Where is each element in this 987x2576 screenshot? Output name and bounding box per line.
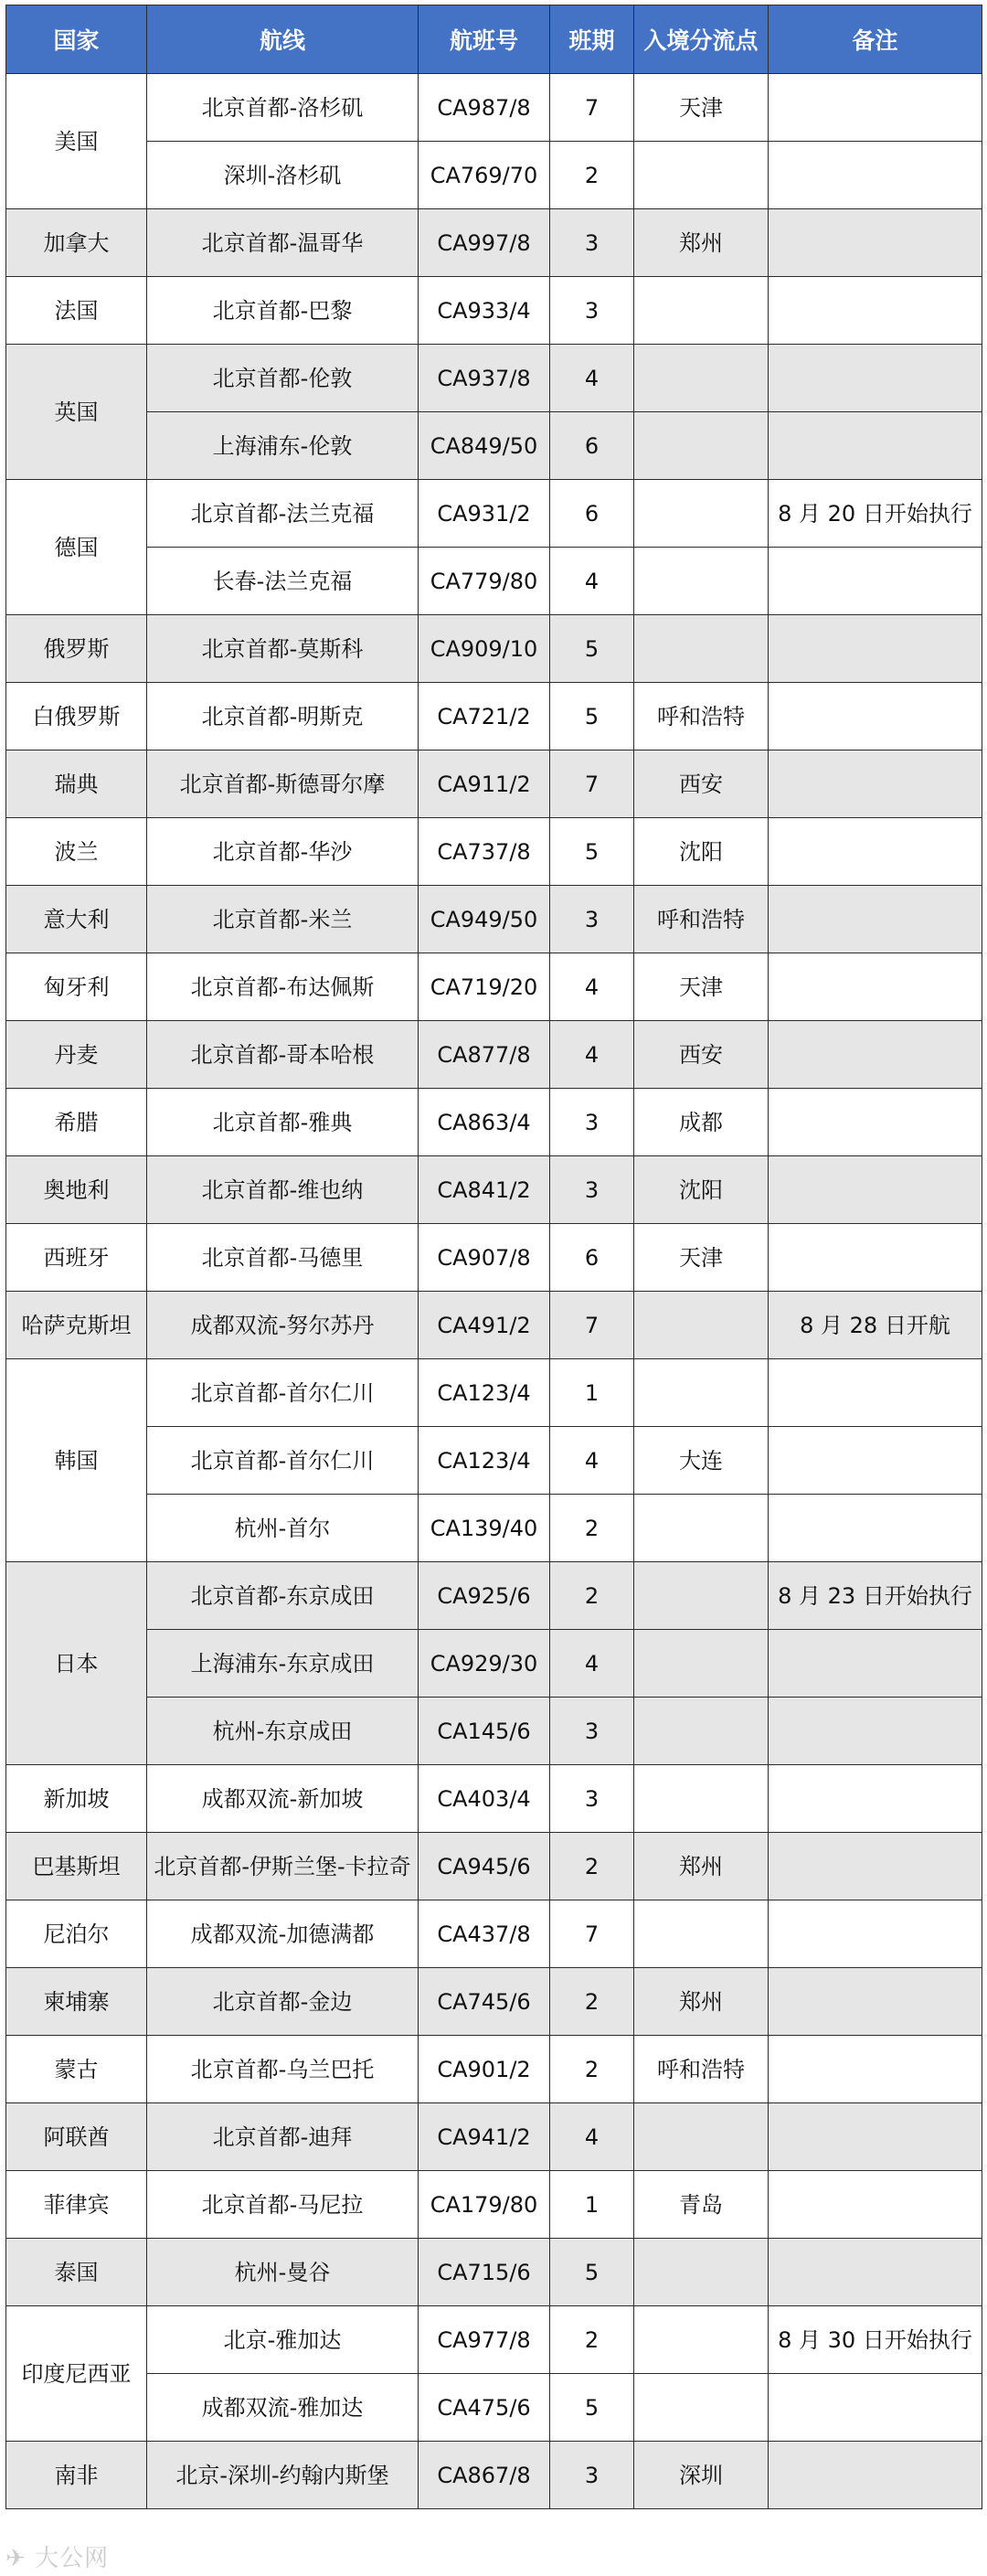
frequency-cell: 4: [550, 1021, 634, 1089]
table-row: [6, 480, 982, 548]
entry-point-cell: 青岛: [634, 2171, 769, 2239]
table-row: [6, 1089, 982, 1156]
flight-number-cell: CA909/10: [419, 615, 550, 683]
country-cell: 日本: [6, 1562, 147, 1765]
route-cell: 北京首都-维也纳: [147, 1156, 419, 1224]
route-cell: 北京-深圳-约翰内斯堡: [147, 2442, 419, 2509]
flight-number-cell: CA933/4: [419, 277, 550, 345]
route-cell: 北京首都-首尔仁川: [147, 1359, 419, 1427]
entry-point-cell: 呼和浩特: [634, 683, 769, 750]
route-cell: 上海浦东-东京成田: [147, 1630, 419, 1698]
country-cell: 蒙古: [6, 2036, 147, 2103]
flight-number-cell: CA491/2: [419, 1292, 550, 1359]
entry-point-cell: 深圳: [634, 2442, 769, 2509]
note-cell: [769, 1495, 982, 1562]
note-cell: [769, 1224, 982, 1292]
table-row: [6, 345, 982, 412]
route-cell: 北京首都-米兰: [147, 886, 419, 953]
route-cell: 北京首都-东京成田: [147, 1562, 419, 1630]
flight-number-cell: CA737/8: [419, 818, 550, 886]
entry-point-cell: 西安: [634, 750, 769, 818]
route-cell: 杭州-曼谷: [147, 2239, 419, 2306]
route-cell: 北京首都-首尔仁川: [147, 1427, 419, 1495]
route-cell: 北京首都-温哥华: [147, 209, 419, 277]
entry-point-cell: [634, 412, 769, 480]
country-cell: 希腊: [6, 1089, 147, 1156]
note-cell: [769, 1156, 982, 1224]
route-cell: 北京首都-哥本哈根: [147, 1021, 419, 1089]
table-row: [6, 1562, 982, 1630]
route-cell: 成都双流-雅加达: [147, 2374, 419, 2442]
route-cell: 北京首都-乌兰巴托: [147, 2036, 419, 2103]
table-row: [6, 953, 982, 1021]
note-cell: [769, 2442, 982, 2509]
route-cell: 成都双流-加德满都: [147, 1900, 419, 1968]
flight-schedule-sheet: [5, 5, 982, 2509]
frequency-cell: 2: [550, 1562, 634, 1630]
flight-number-cell: CA863/4: [419, 1089, 550, 1156]
entry-point-cell: 呼和浩特: [634, 2036, 769, 2103]
note-cell: 8 月 23 日开始执行: [769, 1562, 982, 1630]
entry-point-cell: [634, 142, 769, 209]
table-row: [6, 74, 982, 142]
frequency-cell: 4: [550, 548, 634, 615]
entry-point-cell: [634, 2306, 769, 2374]
entry-point-cell: [634, 548, 769, 615]
flight-number-cell: CA877/8: [419, 1021, 550, 1089]
table-row: [6, 1156, 982, 1224]
note-cell: [769, 209, 982, 277]
route-cell: 北京首都-斯德哥尔摩: [147, 750, 419, 818]
country-cell: 西班牙: [6, 1224, 147, 1292]
note-cell: [769, 548, 982, 615]
header-row: [6, 5, 982, 74]
note-cell: [769, 2036, 982, 2103]
frequency-cell: 3: [550, 1698, 634, 1765]
entry-point-cell: 沈阳: [634, 1156, 769, 1224]
note-cell: [769, 615, 982, 683]
route-cell: 北京首都-伊斯兰堡-卡拉奇: [147, 1833, 419, 1900]
entry-point-cell: 郑州: [634, 1833, 769, 1900]
entry-point-cell: [634, 1765, 769, 1833]
table-row: [6, 2036, 982, 2103]
entry-point-cell: [634, 1359, 769, 1427]
frequency-cell: 4: [550, 345, 634, 412]
frequency-cell: 2: [550, 1968, 634, 2036]
route-cell: 成都双流-新加坡: [147, 1765, 419, 1833]
note-cell: [769, 1427, 982, 1495]
frequency-cell: 5: [550, 615, 634, 683]
country-cell: 意大利: [6, 886, 147, 953]
table-row: [6, 1765, 982, 1833]
table-row: [6, 1359, 982, 1427]
note-cell: [769, 1968, 982, 2036]
note-cell: [769, 953, 982, 1021]
frequency-cell: 2: [550, 2306, 634, 2374]
note-cell: [769, 2171, 982, 2239]
entry-point-cell: 天津: [634, 1224, 769, 1292]
frequency-cell: 1: [550, 2171, 634, 2239]
frequency-cell: 4: [550, 953, 634, 1021]
frequency-cell: 5: [550, 818, 634, 886]
watermark-text: 大公网: [35, 2545, 110, 2572]
table-row: [6, 818, 982, 886]
frequency-cell: 7: [550, 750, 634, 818]
country-cell: 南非: [6, 2442, 147, 2509]
entry-point-cell: [634, 2103, 769, 2171]
flight-number-cell: CA931/2: [419, 480, 550, 548]
route-cell: 北京首都-巴黎: [147, 277, 419, 345]
route-cell: 成都双流-努尔苏丹: [147, 1292, 419, 1359]
flight-number-cell: CA941/2: [419, 2103, 550, 2171]
frequency-cell: 3: [550, 2442, 634, 2509]
flight-number-cell: CA867/8: [419, 2442, 550, 2509]
flight-number-cell: CA901/2: [419, 2036, 550, 2103]
entry-point-cell: [634, 277, 769, 345]
country-cell: 阿联酋: [6, 2103, 147, 2171]
flight-number-cell: CA925/6: [419, 1562, 550, 1630]
route-cell: 北京首都-明斯克: [147, 683, 419, 750]
country-cell: 巴基斯坦: [6, 1833, 147, 1900]
note-cell: [769, 345, 982, 412]
country-cell: 英国: [6, 345, 147, 480]
note-cell: [769, 277, 982, 345]
table-row: [6, 2442, 982, 2509]
table-row: [6, 683, 982, 750]
table-row: [6, 615, 982, 683]
entry-point-cell: 天津: [634, 74, 769, 142]
frequency-cell: 7: [550, 1292, 634, 1359]
flight-number-cell: CA719/20: [419, 953, 550, 1021]
flight-number-cell: CA721/2: [419, 683, 550, 750]
route-cell: 北京首都-莫斯科: [147, 615, 419, 683]
flight-number-cell: CA911/2: [419, 750, 550, 818]
country-cell: 俄罗斯: [6, 615, 147, 683]
table-row: [6, 1292, 982, 1359]
flight-number-cell: CA745/6: [419, 1968, 550, 2036]
table-row: [6, 1900, 982, 1968]
frequency-cell: 2: [550, 1833, 634, 1900]
note-cell: [769, 1021, 982, 1089]
route-cell: 北京首都-法兰克福: [147, 480, 419, 548]
entry-point-cell: [634, 1562, 769, 1630]
route-cell: 北京首都-马德里: [147, 1224, 419, 1292]
frequency-cell: 5: [550, 2239, 634, 2306]
note-cell: [769, 412, 982, 480]
note-cell: [769, 2239, 982, 2306]
country-cell: 柬埔寨: [6, 1968, 147, 2036]
frequency-cell: 7: [550, 1900, 634, 1968]
country-cell: 尼泊尔: [6, 1900, 147, 1968]
frequency-cell: 4: [550, 1427, 634, 1495]
note-cell: [769, 142, 982, 209]
flight-number-cell: CA907/8: [419, 1224, 550, 1292]
table-row: [6, 2103, 982, 2171]
note-cell: [769, 2374, 982, 2442]
table-row: [6, 2171, 982, 2239]
frequency-cell: 4: [550, 1630, 634, 1698]
route-cell: 上海浦东-伦敦: [147, 412, 419, 480]
country-cell: 哈萨克斯坦: [6, 1292, 147, 1359]
flight-number-cell: CA849/50: [419, 412, 550, 480]
country-cell: 菲律宾: [6, 2171, 147, 2239]
entry-point-cell: [634, 1630, 769, 1698]
route-cell: 深圳-洛杉矶: [147, 142, 419, 209]
table-row: [6, 1833, 982, 1900]
frequency-cell: 6: [550, 412, 634, 480]
header-entry-point: 入境分流点: [634, 5, 769, 74]
frequency-cell: 3: [550, 1089, 634, 1156]
table-row: [6, 548, 982, 615]
entry-point-cell: 大连: [634, 1427, 769, 1495]
country-cell: 波兰: [6, 818, 147, 886]
entry-point-cell: 郑州: [634, 209, 769, 277]
flight-number-cell: CA987/8: [419, 74, 550, 142]
table-body: [6, 74, 982, 2509]
flight-number-cell: CA977/8: [419, 2306, 550, 2374]
note-cell: [769, 1698, 982, 1765]
header-country: 国家: [6, 5, 147, 74]
entry-point-cell: [634, 1698, 769, 1765]
note-cell: [769, 886, 982, 953]
flight-number-cell: CA179/80: [419, 2171, 550, 2239]
flight-number-cell: CA997/8: [419, 209, 550, 277]
frequency-cell: 2: [550, 1495, 634, 1562]
country-cell: 匈牙利: [6, 953, 147, 1021]
country-cell: 德国: [6, 480, 147, 615]
frequency-cell: 3: [550, 886, 634, 953]
country-cell: 印度尼西亚: [6, 2306, 147, 2442]
entry-point-cell: [634, 1495, 769, 1562]
note-cell: [769, 818, 982, 886]
country-cell: 白俄罗斯: [6, 683, 147, 750]
entry-point-cell: [634, 345, 769, 412]
entry-point-cell: [634, 615, 769, 683]
route-cell: 北京首都-雅典: [147, 1089, 419, 1156]
route-cell: 北京首都-洛杉矶: [147, 74, 419, 142]
entry-point-cell: [634, 480, 769, 548]
entry-point-cell: [634, 1292, 769, 1359]
country-cell: 加拿大: [6, 209, 147, 277]
note-cell: [769, 1765, 982, 1833]
note-cell: 8 月 28 日开航: [769, 1292, 982, 1359]
table-row: [6, 209, 982, 277]
country-cell: 丹麦: [6, 1021, 147, 1089]
table-row: [6, 142, 982, 209]
flight-number-cell: CA937/8: [419, 345, 550, 412]
country-cell: 韩国: [6, 1359, 147, 1562]
country-cell: 美国: [6, 74, 147, 209]
frequency-cell: 5: [550, 2374, 634, 2442]
country-cell: 新加坡: [6, 1765, 147, 1833]
frequency-cell: 2: [550, 2036, 634, 2103]
entry-point-cell: 西安: [634, 1021, 769, 1089]
note-cell: [769, 74, 982, 142]
table-row: [6, 1427, 982, 1495]
country-cell: 法国: [6, 277, 147, 345]
header-note: 备注: [769, 5, 982, 74]
table-row: [6, 1630, 982, 1698]
flight-number-cell: CA949/50: [419, 886, 550, 953]
country-cell: 奥地利: [6, 1156, 147, 1224]
country-cell: 泰国: [6, 2239, 147, 2306]
flight-number-cell: CA779/80: [419, 548, 550, 615]
watermark-logo: ✈ 大公网: [5, 2545, 110, 2572]
route-cell: 北京首都-马尼拉: [147, 2171, 419, 2239]
table-row: [6, 277, 982, 345]
route-cell: 北京首都-华沙: [147, 818, 419, 886]
frequency-cell: 5: [550, 683, 634, 750]
note-cell: 8 月 30 日开始执行: [769, 2306, 982, 2374]
header-route: 航线: [147, 5, 419, 74]
table-row: [6, 886, 982, 953]
entry-point-cell: 成都: [634, 1089, 769, 1156]
route-cell: 北京首都-迪拜: [147, 2103, 419, 2171]
note-cell: [769, 683, 982, 750]
route-cell: 北京首都-布达佩斯: [147, 953, 419, 1021]
table-row: [6, 1224, 982, 1292]
note-cell: [769, 1900, 982, 1968]
table-row: [6, 1968, 982, 2036]
route-cell: 杭州-首尔: [147, 1495, 419, 1562]
frequency-cell: 7: [550, 74, 634, 142]
flight-number-cell: CA139/40: [419, 1495, 550, 1562]
table-row: [6, 1698, 982, 1765]
frequency-cell: 3: [550, 277, 634, 345]
table-row: [6, 412, 982, 480]
frequency-cell: 6: [550, 1224, 634, 1292]
frequency-cell: 1: [550, 1359, 634, 1427]
flight-number-cell: CA929/30: [419, 1630, 550, 1698]
entry-point-cell: 呼和浩特: [634, 886, 769, 953]
entry-point-cell: 沈阳: [634, 818, 769, 886]
flight-number-cell: CA123/4: [419, 1427, 550, 1495]
header-frequency: 班期: [550, 5, 634, 74]
note-cell: [769, 1833, 982, 1900]
route-cell: 长春-法兰克福: [147, 548, 419, 615]
flight-number-cell: CA145/6: [419, 1698, 550, 1765]
flight-number-cell: CA123/4: [419, 1359, 550, 1427]
entry-point-cell: [634, 2374, 769, 2442]
table-row: [6, 1495, 982, 1562]
entry-point-cell: 郑州: [634, 1968, 769, 2036]
frequency-cell: 6: [550, 480, 634, 548]
route-cell: 北京首都-金边: [147, 1968, 419, 2036]
note-cell: 8 月 20 日开始执行: [769, 480, 982, 548]
route-cell: 北京首都-伦敦: [147, 345, 419, 412]
flight-number-cell: CA769/70: [419, 142, 550, 209]
flight-table: [5, 5, 982, 2509]
frequency-cell: 3: [550, 1156, 634, 1224]
frequency-cell: 3: [550, 1765, 634, 1833]
frequency-cell: 3: [550, 209, 634, 277]
flight-number-cell: CA403/4: [419, 1765, 550, 1833]
entry-point-cell: [634, 1900, 769, 1968]
note-cell: [769, 1359, 982, 1427]
entry-point-cell: [634, 2239, 769, 2306]
frequency-cell: 4: [550, 2103, 634, 2171]
route-cell: 杭州-东京成田: [147, 1698, 419, 1765]
note-cell: [769, 1089, 982, 1156]
country-cell: 瑞典: [6, 750, 147, 818]
frequency-cell: 2: [550, 142, 634, 209]
table-row: [6, 2239, 982, 2306]
flight-number-cell: CA841/2: [419, 1156, 550, 1224]
table-row: [6, 750, 982, 818]
table-row: [6, 1021, 982, 1089]
flight-number-cell: CA945/6: [419, 1833, 550, 1900]
route-cell: 北京-雅加达: [147, 2306, 419, 2374]
table-row: [6, 2306, 982, 2374]
entry-point-cell: 天津: [634, 953, 769, 1021]
header-flight: 航班号: [419, 5, 550, 74]
table-row: [6, 2374, 982, 2442]
flight-number-cell: CA715/6: [419, 2239, 550, 2306]
flight-number-cell: CA437/8: [419, 1900, 550, 1968]
note-cell: [769, 1630, 982, 1698]
note-cell: [769, 750, 982, 818]
note-cell: [769, 2103, 982, 2171]
flight-number-cell: CA475/6: [419, 2374, 550, 2442]
